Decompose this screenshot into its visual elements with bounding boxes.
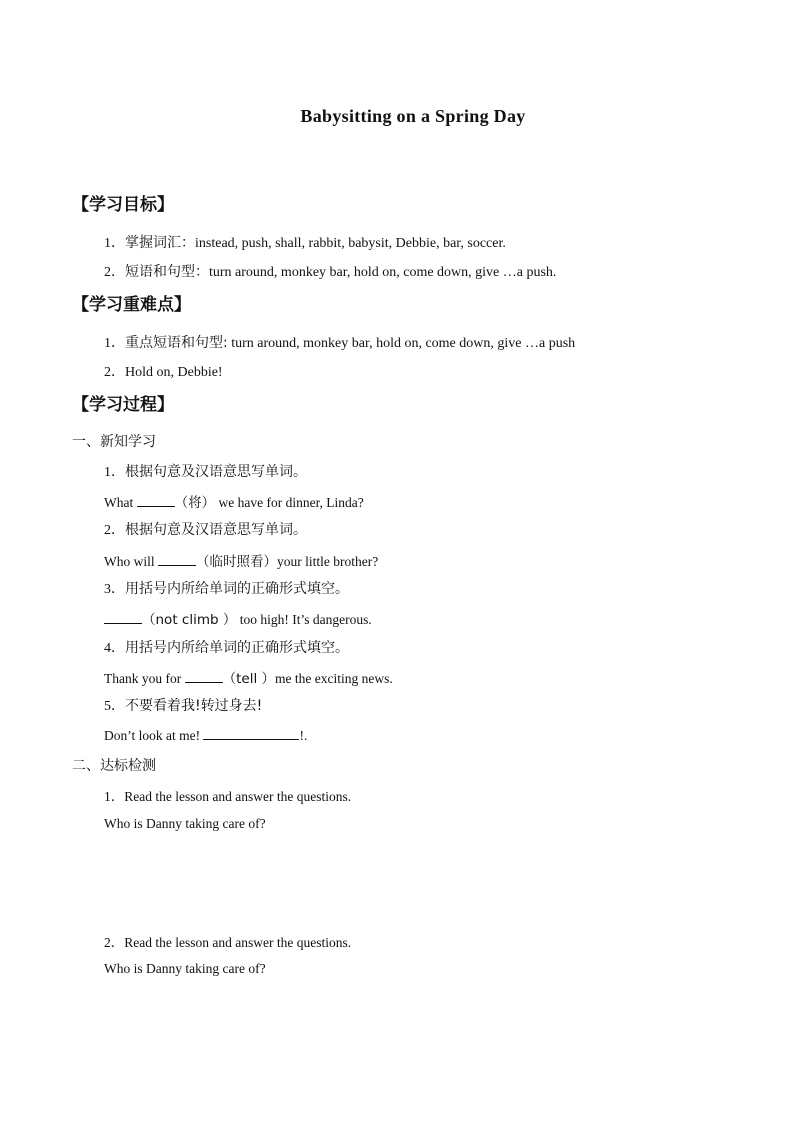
objective-item-1 xyxy=(104,232,506,252)
item-number: 2． xyxy=(104,935,125,950)
check-instruction-2 xyxy=(104,931,351,951)
answer-blank[interactable] xyxy=(158,553,196,566)
question-prefix: What xyxy=(104,495,137,510)
question-hint: （临时照看） xyxy=(196,554,277,570)
question-hint: （tell ） xyxy=(222,671,276,687)
key-point-item-2 xyxy=(104,361,223,381)
question-suffix: !. xyxy=(299,728,308,743)
exercise-instruction-5 xyxy=(104,695,262,715)
instruction-text: 根据句意及汉语意思写单词。 xyxy=(125,464,307,480)
item-number: 3． xyxy=(104,582,125,597)
instruction-text: 不要看着我!转过身去! xyxy=(125,698,263,714)
answer-blank[interactable] xyxy=(137,494,175,507)
instruction-text: Read the lesson and answer the questions. xyxy=(124,789,352,804)
item-number: 5． xyxy=(104,699,125,714)
item-label-cn: 重点短语和句型: xyxy=(125,335,228,351)
item-number: 1． xyxy=(104,236,125,251)
page-title: Babysitting on a Spring Day xyxy=(300,106,526,126)
exercise-instruction-1 xyxy=(104,461,307,481)
question-prefix: Who will xyxy=(104,554,158,569)
question-hint: （not climb ） xyxy=(142,612,237,628)
item-label-cn: 短语和句型： xyxy=(125,264,209,280)
item-text-en: turn around, monkey bar, hold on, come down, give …a push. xyxy=(209,265,557,280)
part2-label: 二、达标检测 xyxy=(72,758,156,774)
exercise-instruction-2 xyxy=(104,519,307,539)
exercise-question-5 xyxy=(104,727,307,744)
answer-blank[interactable] xyxy=(203,727,299,740)
exercise-question-3 xyxy=(104,608,372,628)
item-number: 2． xyxy=(104,365,125,380)
instruction-text: 用括号内所给单词的正确形式填空。 xyxy=(125,581,349,597)
instruction-text: 用括号内所给单词的正确形式填空。 xyxy=(125,640,349,656)
instruction-text: Read the lesson and answer the questions. xyxy=(124,935,352,950)
key-point-item-1 xyxy=(104,332,575,352)
check-instruction-1 xyxy=(104,785,351,805)
exercise-question-2 xyxy=(104,550,378,570)
item-number: 4． xyxy=(104,641,125,656)
exercise-instruction-3 xyxy=(104,578,349,598)
item-text-en: instead, push, shall, rabbit, babysit, Debbie, bar, soccer. xyxy=(195,236,506,251)
question-suffix: your little brother? xyxy=(277,554,379,569)
question-suffix: me the exciting news. xyxy=(275,671,393,686)
item-number: 1． xyxy=(104,336,125,351)
question-suffix: too high! It’s dangerous. xyxy=(236,612,372,627)
item-text-en: turn around, monkey bar, hold on, come down, give …a push xyxy=(227,336,576,351)
exercise-instruction-4 xyxy=(104,637,349,657)
question-prefix: Thank you for xyxy=(104,671,185,686)
objectives-heading: 【学习目标】 xyxy=(72,195,174,215)
objective-item-2 xyxy=(104,261,556,281)
part1-label: 一、新知学习 xyxy=(72,434,156,450)
answer-blank[interactable] xyxy=(185,670,223,683)
item-text-en: Hold on, Debbie! xyxy=(125,365,223,380)
answer-blank[interactable] xyxy=(104,611,142,624)
item-number: 1． xyxy=(104,465,125,480)
key-points-heading: 【学习重难点】 xyxy=(72,295,191,315)
item-number: 2． xyxy=(104,265,125,280)
item-number: 2． xyxy=(104,523,125,538)
question-suffix: we have for dinner, Linda? xyxy=(215,495,364,510)
question-prefix: Don’t look at me! xyxy=(104,728,204,743)
item-label-cn: 掌握词汇： xyxy=(125,235,195,251)
exercise-question-4 xyxy=(104,667,393,687)
question-hint: （将） xyxy=(174,495,216,511)
item-number: 1． xyxy=(104,789,125,804)
check-question-1: Who is Danny taking care of? xyxy=(104,816,266,831)
instruction-text: 根据句意及汉语意思写单词。 xyxy=(125,522,307,538)
exercise-question-1 xyxy=(104,491,364,511)
process-heading: 【学习过程】 xyxy=(72,395,174,415)
check-question-2: Who is Danny taking care of? xyxy=(104,961,266,976)
